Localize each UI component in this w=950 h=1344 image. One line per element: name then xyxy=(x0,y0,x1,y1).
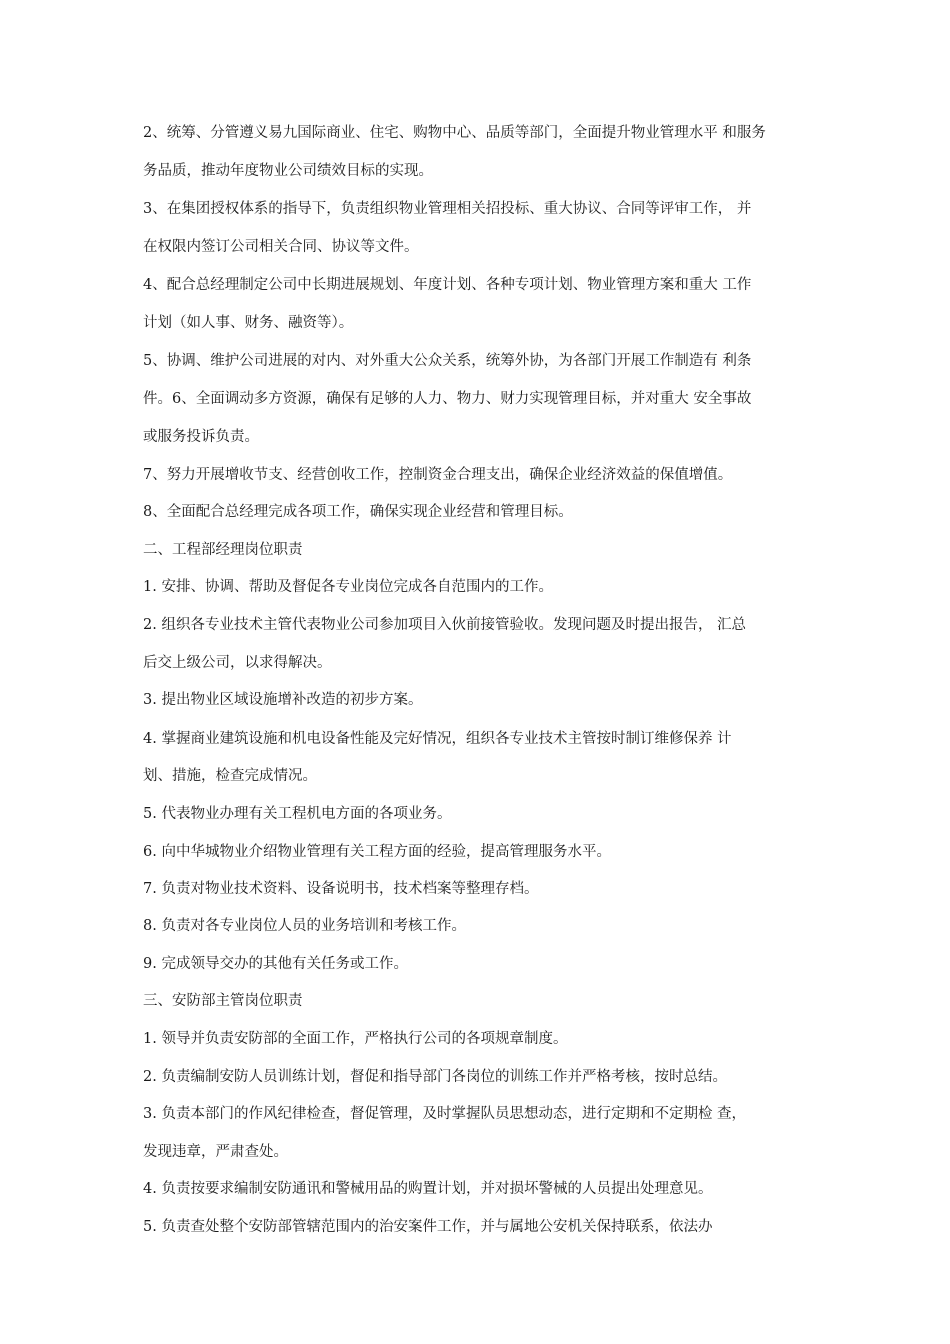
text-line-13: 1. 安排、协调、帮助及督促各专业岗位完成各自范围内的工作。 xyxy=(143,579,553,595)
text-line-11: 8、全面配合总经理完成各项工作，确保实现企业经营和管理目标。 xyxy=(143,504,573,520)
text-line-15: 后交上级公司，以求得解决。 xyxy=(143,655,332,671)
text-line-21: 7. 负责对物业技术资料、设备说明书，技术档案等整理存档。 xyxy=(143,881,539,897)
text-line-14: 2. 组织各专业技术主管代表物业公司参加项目入伙前接管验收。发现问题及时提出报告， 汇总 xyxy=(143,617,747,633)
text-line-3: 3、在集团授权体系的指导下，负责组织物业管理相关招投标、重大协议、合同等评审工作， 并 xyxy=(143,201,752,217)
text-line-2: 务品质，推动年度物业公司绩效目标的实现。 xyxy=(143,163,433,179)
text-line-4: 在权限内签订公司相关合同、协议等文件。 xyxy=(143,239,419,255)
section-heading-security: 三、安防部主管岗位职责 xyxy=(143,993,303,1009)
text-line-8: 件。6、全面调动多方资源，确保有足够的人力、物力、财力实现管理目标，并对重大 安全事故 xyxy=(143,391,752,407)
text-line-20: 6. 向中华城物业介绍物业管理有关工程方面的经验，提高管理服务水平。 xyxy=(143,844,611,860)
section-heading-engineering: 二、工程部经理岗位职责 xyxy=(143,542,303,558)
text-line-18: 划、措施，检查完成情况。 xyxy=(143,768,317,784)
text-line-27: 3. 负责本部门的作风纪律检查，督促管理，及时掌握队员思想动态，进行定期和不定期检 查， xyxy=(143,1106,747,1122)
text-line-6: 计划（如人事、财务、融资等）。 xyxy=(143,315,354,331)
text-line-7: 5、协调、维护公司进展的对内、对外重大公众关系，统筹外协，为各部门开展工作制造有 利条 xyxy=(143,353,752,369)
text-line-1: 2、统筹、分管遵义易九国际商业、住宅、购物中心、品质等部门，全面提升物业管理水平 和服务 xyxy=(143,125,766,141)
text-line-17: 4. 掌握商业建筑设施和机电设备性能及完好情况，组织各专业技术主管按时制订维修保养 计 xyxy=(143,731,732,747)
text-line-30: 5. 负责查处整个安防部管辖范围内的治安案件工作，并与属地公安机关保持联系，依法办 xyxy=(143,1219,713,1235)
text-line-10: 7、努力开展增收节支、经营创收工作，控制资金合理支出，确保企业经济效益的保值增值。 xyxy=(143,467,733,483)
text-line-16: 3. 提出物业区域设施增补改造的初步方案。 xyxy=(143,692,423,708)
text-line-28: 发现违章，严肃查处。 xyxy=(143,1144,288,1160)
text-line-9: 或服务投诉负责。 xyxy=(143,429,259,445)
text-line-29: 4. 负责按要求编制安防通讯和警械用品的购置计划，并对损坏警械的人员提出处理意见。 xyxy=(143,1181,713,1197)
text-line-23: 9. 完成领导交办的其他有关任务或工作。 xyxy=(143,956,408,972)
text-line-25: 1. 领导并负责安防部的全面工作，严格执行公司的各项规章制度。 xyxy=(143,1031,568,1047)
text-line-22: 8. 负责对各专业岗位人员的业务培训和考核工作。 xyxy=(143,918,466,934)
text-line-19: 5. 代表物业办理有关工程机电方面的各项业务。 xyxy=(143,806,452,822)
text-line-26: 2. 负责编制安防人员训练计划，督促和指导部门各岗位的训练工作并严格考核，按时总结。 xyxy=(143,1069,727,1085)
text-line-5: 4、配合总经理制定公司中长期进展规划、年度计划、各种专项计划、物业管理方案和重大 工作 xyxy=(143,277,752,293)
